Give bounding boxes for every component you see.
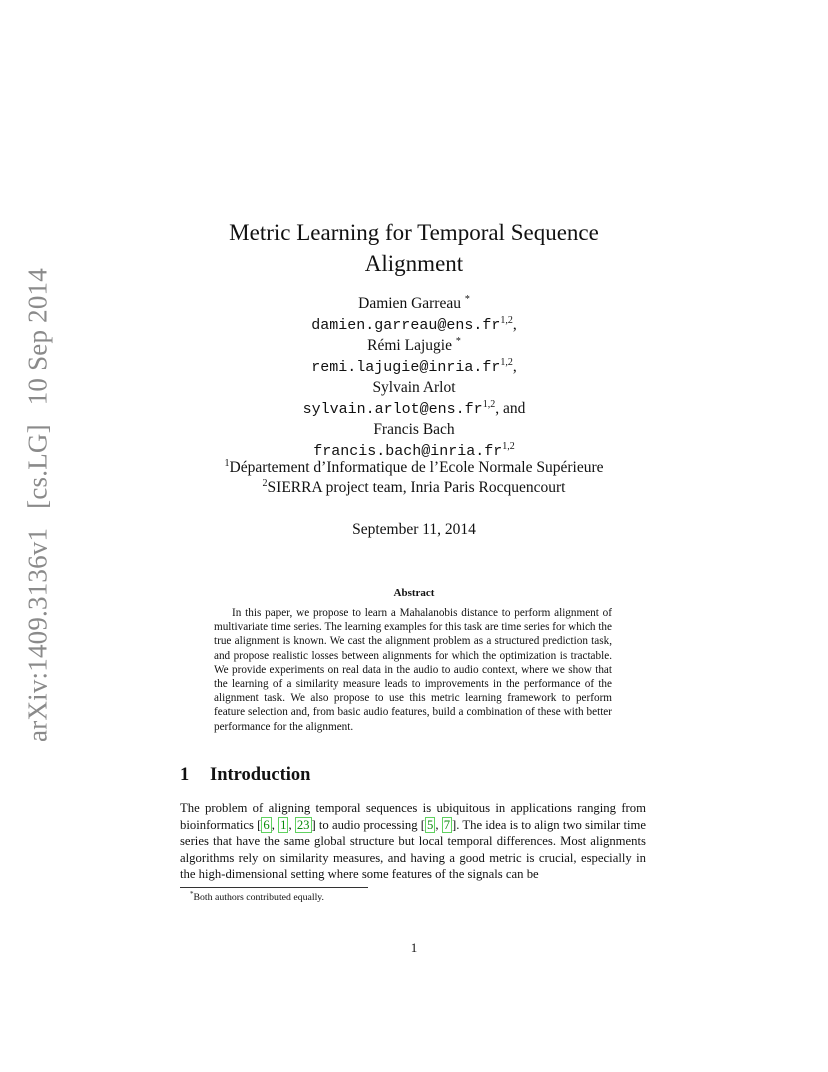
intro-paragraph: The problem of aligning temporal sequences is ubiquitous in applications ranging from bioinformatics [ 6 , 1 , 23 ] to audio processing [ 5 , 7 ]. The idea is to align two similar time series that have the same global structure but local temporal differences. Most alignments algorithms rely on similarity measures, and having a good metric is crucial, especially in the high-dimensional setting where some features of the signals can be	[180, 801, 647, 882]
author-email-line: remi.lajugie@inria.fr$^{1,2}$,	[311, 356, 517, 376]
author-email[interactable]: remi.lajugie@inria.fr	[311, 358, 501, 376]
paper-date: September 11, 2014	[352, 521, 476, 538]
affiliation-1: $^1$Département d’Informatique de l’Ecole Normale Supérieure	[224, 458, 604, 476]
affiliations	[0, 458, 828, 498]
abstract-heading: Abstract	[393, 587, 435, 599]
footnote: *Both authors contributed equally.	[190, 890, 325, 903]
arxiv-category: [cs.LG]	[22, 424, 53, 509]
author-email[interactable]: damien.garreau@ens.fr	[311, 316, 501, 334]
citation-link[interactable]: 7	[443, 817, 451, 832]
paper-title	[0, 217, 828, 279]
section-title: Introduction	[210, 765, 311, 785]
footnote-rule	[180, 887, 368, 888]
arxiv-id[interactable]: arXiv:1409.3136v1	[22, 527, 53, 742]
citation-link[interactable]: 1	[280, 817, 287, 832]
title-line-1: Metric Learning for Temporal Sequence	[229, 220, 599, 245]
author-name: Francis Bach	[373, 421, 455, 438]
author-email-line: sylvain.arlot@ens.fr$^{1,2}$, and	[302, 398, 526, 418]
page-number: 1	[410, 940, 418, 955]
author-name: Sylvain Arlot	[372, 379, 456, 396]
citation-link[interactable]: 5	[426, 817, 434, 832]
title-line-2: Alignment	[364, 251, 464, 276]
author-email[interactable]: sylvain.arlot@ens.fr	[302, 400, 483, 418]
author-block	[0, 294, 828, 462]
author-email-line: francis.bach@inria.fr$^{1,2}$	[313, 440, 515, 460]
author-email[interactable]: francis.bach@inria.fr	[313, 442, 503, 460]
abstract-text: In this paper, we propose to learn a Mahalanobis distance to perform alignment of multivariate time series. The learning examples for this task are time series for which the true alignment is known. We cast the alignment problem as a structured prediction task, and propose realistic losses between alignments for which the optimization is tractable. We provide experiments on real data in the audio to audio context, where we show that the learning of a similarity measure leads to improvements in the performance of the alignment task. We also propose to use this metric learning framework to perform feature selection and, from basic audio features, build a combination of these with better performance for the alignment.	[214, 607, 612, 733]
citation-link[interactable]: 23	[296, 817, 310, 832]
affiliation-2: $^2$SIERRA project team, Inria Paris Rocquencourt	[262, 478, 566, 496]
section-number: 1	[180, 765, 190, 785]
author-email-line: damien.garreau@ens.fr$^{1,2}$,	[311, 314, 517, 334]
author-name: Rémi Lajugie *	[367, 336, 461, 354]
section-heading	[180, 765, 310, 786]
author-name: Damien Garreau *	[358, 294, 470, 312]
citation-link[interactable]: 6	[263, 817, 270, 832]
arxiv-date: 10 Sep 2014	[22, 268, 53, 406]
